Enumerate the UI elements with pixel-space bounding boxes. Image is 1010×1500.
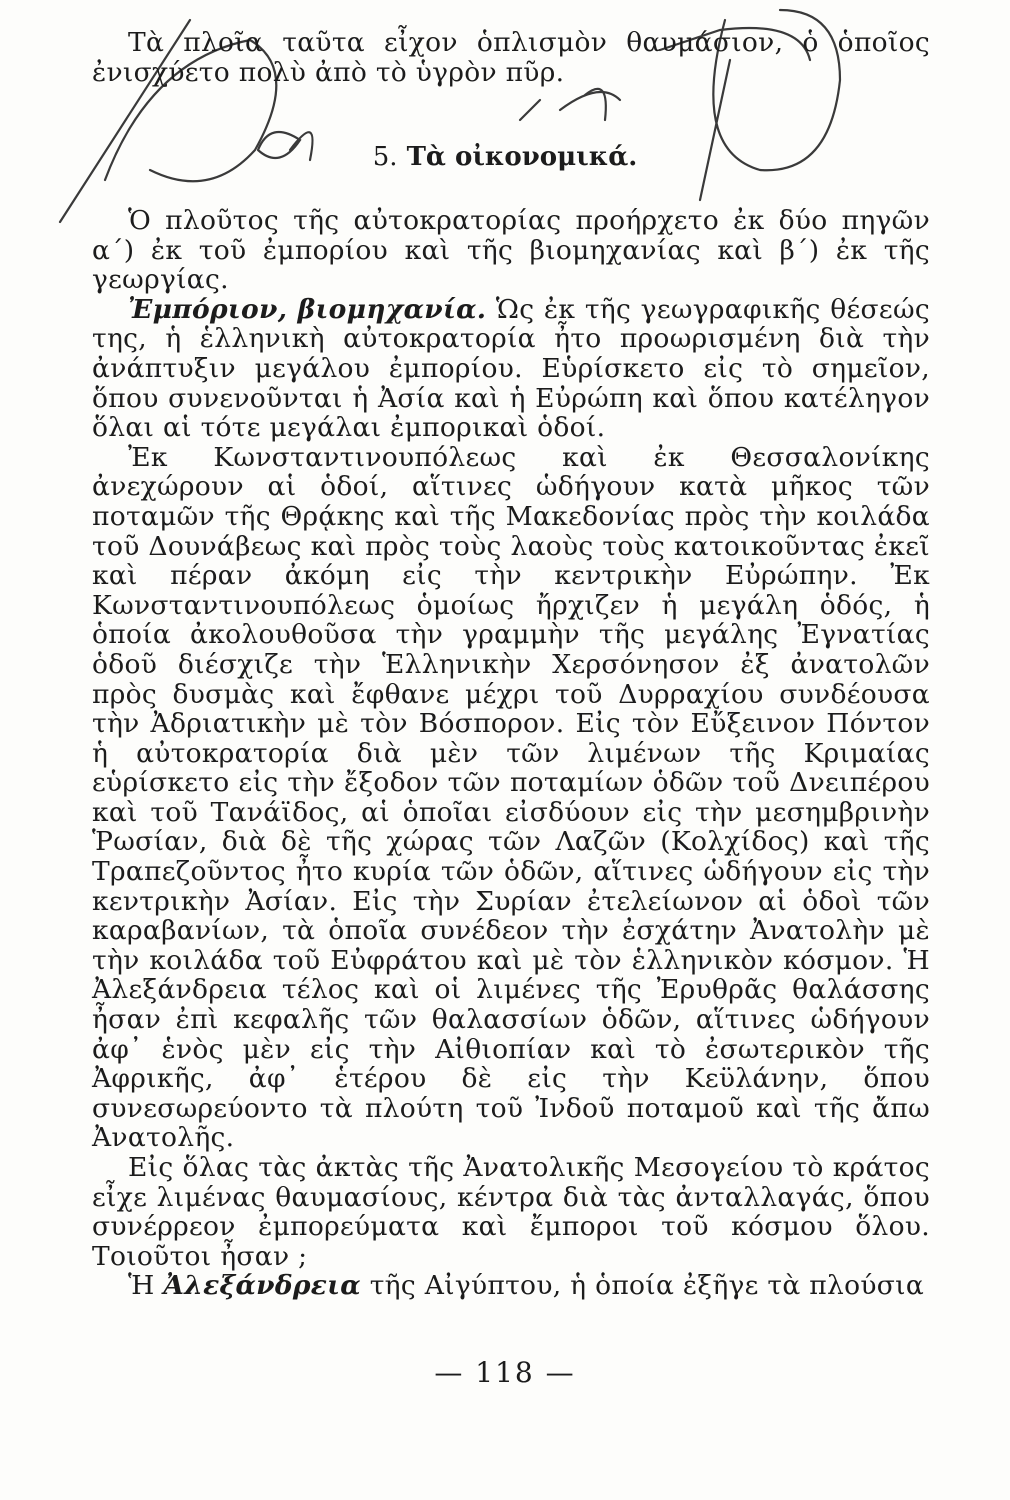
intro-text: Τὰ πλοῖα ταῦτα εἶχον ὁπλισμὸν θαυμάσιον, ὁ ὁποῖος ἐνισχύετο πολὺ ἀπὸ τὸ ὑγρὸν πῦρ. [92, 27, 930, 88]
intro-paragraph [92, 28, 930, 87]
last-line-prefix: Ἡ [128, 1270, 164, 1302]
paragraph-text: Ὁ πλοῦτος τῆς αὐτοκρατορίας προήρχετο ἐκ δύο πηγῶν α΄) ἐκ τοῦ ἐμπορίου καὶ τῆς βιομηχανίας καὶ β΄) ἐκ τῆς γεωργίας. [92, 205, 930, 296]
paragraph [92, 1271, 930, 1301]
paragraph [92, 1153, 930, 1271]
paragraph [92, 206, 930, 295]
paragraph [92, 295, 930, 443]
body-text [92, 206, 930, 1301]
paragraph-text: Εἰς ὅλας τὰς ἀκτὰς τῆς Ἀνατολικῆς Μεσογείου τὸ κράτος εἶχε λιμένας θαυμασίους, κέντρα διὰ τὰς ἀνταλλαγάς, ὅπου συνέρρεον ἐμπορεύματα καὶ ἔμποροι τοῦ κόσμου ὅλου. Τοιοῦτοι ἦσαν ; [92, 1152, 930, 1272]
section-number: 5. [372, 142, 398, 172]
paragraph-text: Ὡς ἐκ τῆς γεωγραφικῆς θέσεώς της, ἡ ἑλληνικὴ αὐτοκρατορία ἦτο προωρισμένη διὰ τὴν ἀνάπτυξιν μεγάλου ἐμπορίου. Εὑρίσκετο εἰς τὸ σημεῖον, ὅπου συνενοῦνται ἡ Ἀσία καὶ ἡ Εὐρώπη καὶ ὅπου κατέληγον ὅλαι αἱ τότε μεγάλαι ἐμπορικαὶ ὁδοί. [92, 293, 931, 444]
last-line-emphasis: Ἀλεξάνδρεια [163, 1270, 361, 1302]
paragraph [92, 443, 930, 1153]
last-line-rest: τῆς Αἰγύπτου, ἡ ὁποία ἐξῆγε τὰ πλούσια [360, 1270, 925, 1302]
section-title: Τὰ οἰκονομικά. [406, 142, 638, 172]
paragraph-run-in-heading: Ἐμπόριον, βιομηχανία. [128, 293, 487, 325]
section-heading [0, 142, 1010, 172]
page-number: — 118 — [434, 1356, 576, 1389]
paragraph-text: Ἐκ Κωνσταντινουπόλεως καὶ ἐκ Θεσσαλονίκης ἀνεχώρουν αἱ ὁδοί, αἵτινες ὡδήγουν κατὰ μῆκος τῶν ποταμῶν τῆς Θρᾴκης καὶ τῆς Μακεδονίας πρὸς τὴν κοιλάδα τοῦ Δουνάβεως καὶ πρὸς τοὺς λαοὺς τοὺς κατοικοῦντας ἐκεῖ καὶ πέραν ἀκόμη εἰς τὴν κεντρικὴν Εὐρώπην. Ἐκ Κωνσταντινουπόλεως ὁμοίως ἤρχιζεν ἡ μεγάλη ὁδός, ἡ ὁποία ἀκολουθοῦσα τὴν γραμμὴν τῆς μεγάλης Ἐγνατίας ὁδοῦ διέσχιζε τὴν Ἑλληνικὴν Χερσόνησον ἐξ ἀνατολῶν πρὸς δυσμὰς καὶ ἔφθανε μέχρι τοῦ Δυρραχίου συνδέουσα τὴν Ἀδριατικὴν μὲ τὸν Βόσπορον. Εἰς τὸν Εὔξεινον Πόντον ἡ αὐτοκρατορία διὰ μὲν τῶν λιμένων τῆς Κριμαίας εὑρίσκετο εἰς τὴν ἔξοδον τῶν ποταμίων ὁδῶν τοῦ Δνειπέρου καὶ τοῦ Τανάϊδος, αἱ ὁποῖαι εἰσδύουν εἰς τὴν μεσημβρινὴν Ῥωσίαν, διὰ δὲ τῆς χώρας τῶν Λαζῶν (Κολχίδος) καὶ τῆς Τραπεζοῦντος ἦτο κυρία τῶν ὁδῶν, αἵτινες ὡδήγουν εἰς τὴν κεντρικὴν Ἀσίαν. Εἰς τὴν Συρίαν ἐτελείωνον αἱ ὁδοὶ τῶν καραβανίων, τὰ ὁποῖα συνέδεον τὴν ἐσχάτην Ἀνατολὴν μὲ τὴν κοιλάδα τοῦ Εὐφράτου καὶ μὲ τὸν ἑλληνικὸν κόσμον. Ἡ Ἀλεξάνδρεια τέλος καὶ οἱ λιμένες τῆς Ἐρυθρᾶς θαλάσσης ἦσαν ἐπὶ κεφαλῆς τῶν θαλασσίων ὁδῶν, αἵτινες ὡδήγουν ἀφ᾽ ἑνὸς μὲν εἰς τὴν Αἰθιοπίαν καὶ τὸ ἐσωτερικὸν τῆς Ἀφρικῆς, ἀφ᾽ ἑτέρου δὲ εἰς τὴν Κεϋλάνην, ὅπου συνεσωρεύοντο τὰ πλούτη τοῦ Ἰνδοῦ ποταμοῦ καὶ τῆς ἄπω Ἀνατολῆς. [92, 441, 930, 1154]
